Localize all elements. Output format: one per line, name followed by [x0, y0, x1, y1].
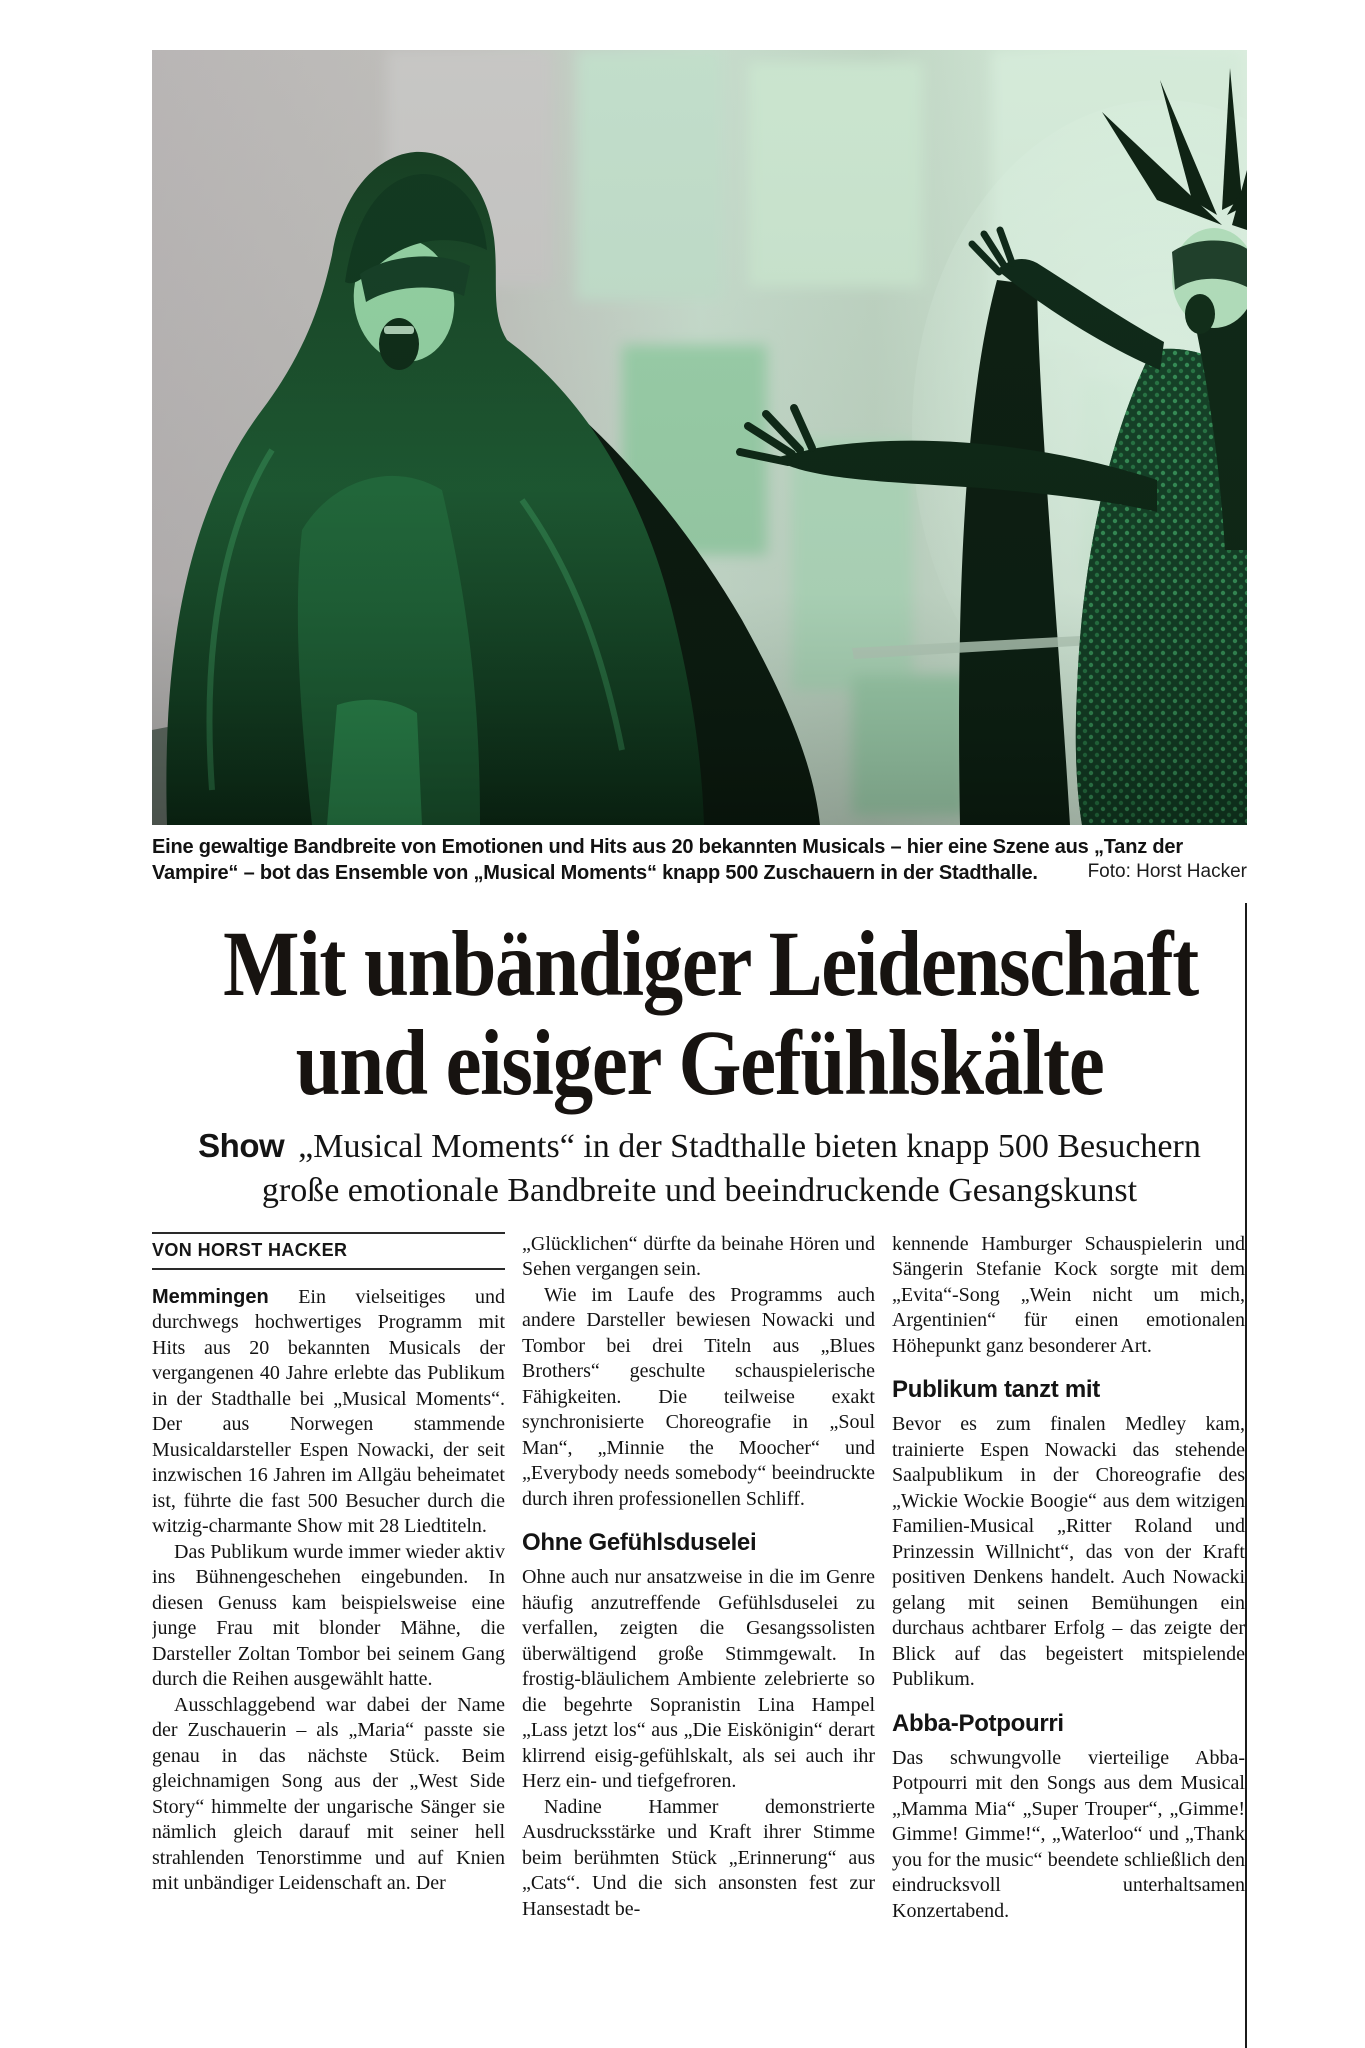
article: [152, 0, 1247, 2032]
photo-credit: Foto: Horst Hacker: [1078, 859, 1247, 885]
standfirst-kicker: Show: [198, 1127, 285, 1165]
byline-text: VON HORST HACKER: [152, 1239, 348, 1260]
green-light-wash: [152, 50, 1247, 825]
lead-paragraph: [152, 1285, 505, 1540]
headline-line-2: und eisiger Gefühlskälte: [295, 1011, 1104, 1115]
stage-photo: [152, 50, 1247, 825]
dateline: Memmingen: [152, 1285, 269, 1308]
paragraph: Wie im Laufe des Programms auch andere Darsteller bewiesen Nowacki und Tombor bei drei Titeln aus „Blues Brothers“ geschulte schauspielerische Fähigkeiten. Die teilweise exakt synchronisierte Choreografie in „Soul Man“, „Minnie the Moocher“ und „Everybody needs somebody“ beeindruckte durch ihren professionellen Schliff.: [522, 1283, 875, 1510]
column-subhead: Abba-Potpourri: [892, 1709, 1064, 1737]
article-photo: [152, 50, 1247, 825]
article-column-3: [892, 1232, 1245, 2032]
paragraph: „Glücklichen“ dürfte da beinahe Hören und Sehen vergangen sein.: [522, 1232, 875, 1281]
standfirst-line-2: große emotionale Bandbreite und beeindruckende Gesangskunst: [261, 1172, 1138, 1210]
paragraph: Ausschlaggebend war dabei der Name der Zuschauerin – als „Maria“ passte sie genau in das nächste Stück. Beim gleichnamigen Song aus der „West Side Story“ himmelte der ungarische Sänger sie nämlich gleich darauf mit seiner hell strahlenden Tenorstimme und auf Knien mit unbändiger Leidenschaft an. Der: [152, 1693, 505, 1895]
article-column-2: [522, 1232, 875, 2032]
paragraph: Das Publikum wurde immer wieder aktiv ins Bühnengeschehen eingebunden. In diesen Genuss kam beispielsweise eine junge Frau mit blonder Mähne, die Darsteller Zoltan Tombor bei seinem Gang durch die Reihen ausgewählt hatte.: [152, 1540, 505, 1691]
article-body: [152, 1232, 1247, 2032]
paragraph: Bevor es zum finalen Medley kam, trainierte Espen Nowacki das stehende Saalpublikum in der Choreografie des „Wickie Wockie Boogie“ aus dem witzigen Familien-Musical „Ritter Roland und Prinzessin Willnicht“, das von der Kraft positiven Denkens handelt. Auch Nowacki gelang mit seinen Bemühungen ein durchaus achtbarer Erfolg – das zeigte der Blick auf das begeistert mitspielende Publikum.: [892, 1413, 1245, 1691]
standfirst: [152, 1125, 1247, 1213]
headline-line-1: Mit unbändiger Leidenschaft: [223, 913, 1198, 1016]
headline: [152, 913, 1247, 1115]
standfirst-line-1: „Musical Moments“ in der Stadthalle bieten knapp 500 Besuchern: [298, 1128, 1201, 1166]
paragraph: Ohne auch nur ansatzweise in die im Genre häufig anzutreffende Gefühlsduselei zu verfallen, zeigten die Gesangssolisten überwältigend große Stimmgewalt. In frostig-bläulichem Ambiente zelebrierte so die begehrte Sopranistin Lina Hampel „Lass jetzt los“ aus „Die Eiskönigin“ derart klirrend eisig-gefühlskalt, als sei auch ihr Herz ein- und tiefgefroren.: [522, 1566, 875, 1793]
photo-caption-block: [152, 834, 1247, 886]
byline: [152, 1232, 505, 1270]
paragraph: kennende Hamburger Schauspielerin und Sängerin Stefanie Kock sorgte mit dem „Evita“-Song „Wein nicht um mich, Argentinien“ für einen emotionalen Höhepunkt ganz besonderer Art.: [892, 1232, 1245, 1357]
photo-caption: Eine gewaltige Bandbreite von Emotionen und Hits aus 20 bekannten Musicals – hier eine Szene aus „Tanz der Vampire“ – bot das Ensemble von „Musical Moments“ knapp 500 Zuschauern in der Stadthalle.: [152, 836, 1183, 884]
lead-text: Ein vielseitiges und durchwegs hochwertiges Programm mit Hits aus 20 bekannten Musicals der vergangenen 40 Jahre erlebte das Publikum in der Stadthalle bei „Musical Moments“. Der aus Norwegen stammende Musicaldarsteller Espen Nowacki, der seit inzwischen 16 Jahren im Allgäu beheimatet ist, führte die fast 500 Besucher durch die witzig-charmante Show mit 28 Liedtiteln.: [152, 1285, 505, 1538]
column-subhead: Publikum tanzt mit: [892, 1376, 1100, 1404]
paragraph: Nadine Hammer demonstrierte Ausdrucksstärke und Kraft ihrer Stimme beim berühmten Stück „Erinnerung“ aus „Cats“. Und die sich ansonsten fest zur Hansestadt be-: [522, 1795, 875, 1920]
paragraph: Das schwungvolle vierteilige Abba-Potpourri mit den Songs aus dem Musical „Mamma Mia“ „Super Trouper“, „Gimme! Gimme! Gimme!“, „Waterloo“ und „Thank you for the music“ beendete schließlich den eindrucksvoll unterhaltsamen Konzertabend.: [892, 1746, 1245, 1922]
article-divider-rule: [1245, 903, 1247, 2048]
article-column-1: [152, 1232, 505, 2032]
column-subhead: Ohne Gefühlsduselei: [522, 1529, 757, 1557]
